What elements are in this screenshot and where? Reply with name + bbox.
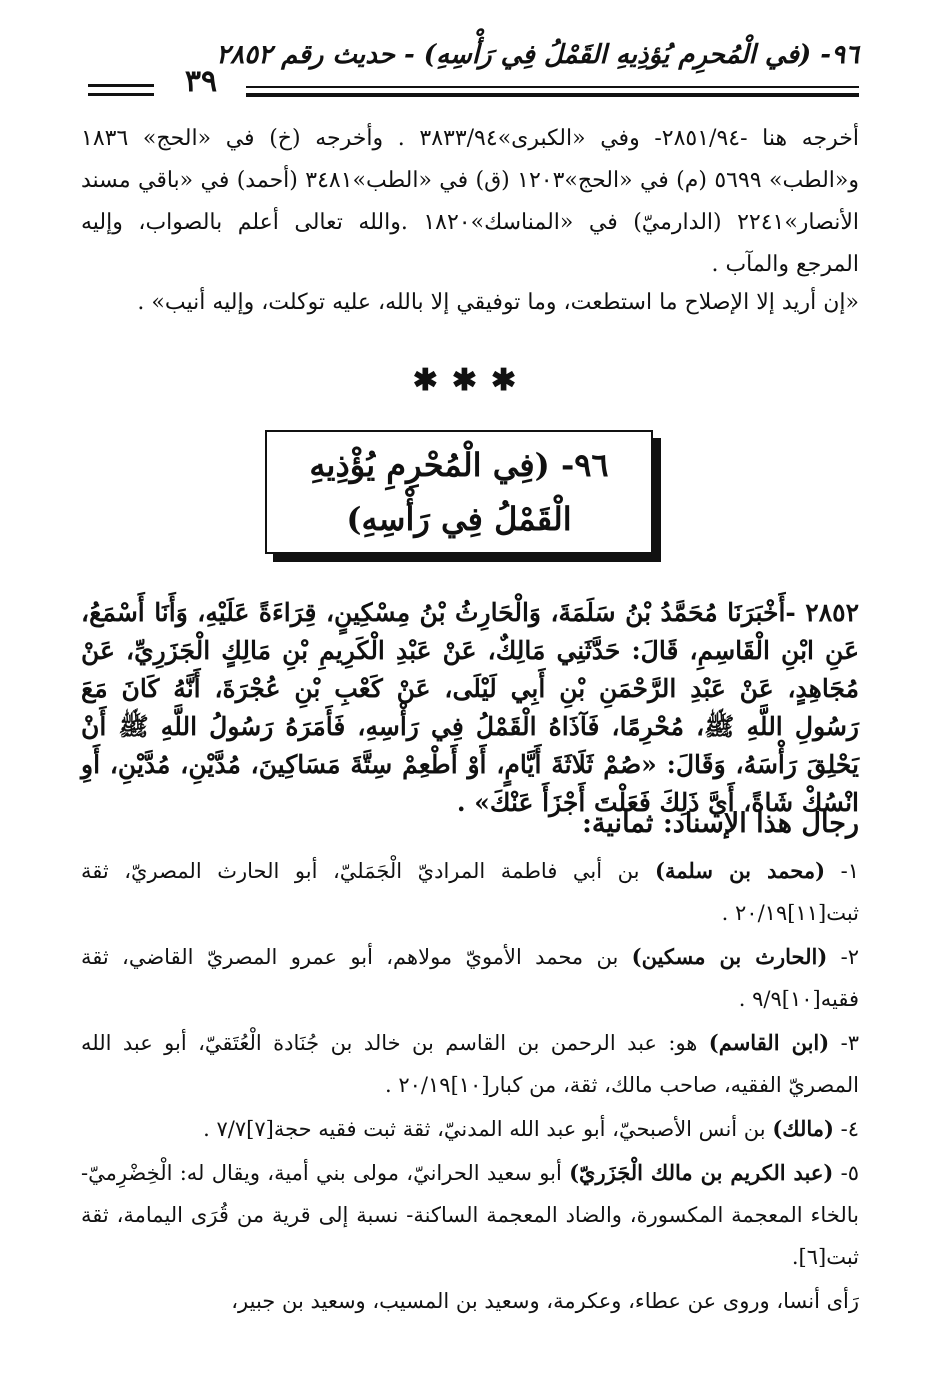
- narrator-description: بن أبي فاطمة المراديّ الْجَمَليّ، أبو الحارث المصريّ، ثقة ثبت[١١]٢٠/١٩ .: [81, 859, 859, 925]
- page-number-rule-thick: [88, 93, 154, 96]
- narrator-name: (مالك): [772, 1116, 834, 1141]
- narrator-description: رَأى أنسا، وروى عن عطاء، وعكرمة، وسعيد بن المسيب، وسعيد بن جبير،: [231, 1289, 859, 1313]
- hadith-text: ٢٨٥٢ -أَخْبَرَنَا مُحَمَّدُ بْنُ سَلَمَةَ، وَالْحَارِثُ بْنُ مِسْكِينٍ، قِرَاءَةً عَلَيْهِ، وَأَنَا أَسْمَعُ، عَنِ ابْنِ الْقَاسِمِ، قَالَ: حَدَّثَنِي مَالِكٌ، عَنْ عَبْدِ الْكَرِيمِ بْنِ مَالِكٍ الْجَزَرِيِّ، عَنْ مُجَاهِدٍ، عَنْ عَبْدِ الرَّحْمَنِ بْنِ أَبِي لَيْلَى، عَنْ كَعْبِ بْنِ عُجْرَةَ، أَنَّهُ كَانَ مَعَ رَسُولِ اللَّهِ ﷺ، مُحْرِمًا، فَآذَاهُ الْقَمْلُ فِي رَأْسِهِ، فَأَمَرَهُ رَسُولُ اللَّهِ ﷺ أَنْ يَحْلِقَ رَأْسَهُ، وَقَالَ: «صُمْ ثَلَاثَةَ أَيَّامٍ، أَوْ أَطْعِمْ سِتَّةَ مَسَاكِينَ، مُدَّيْنِ، مُدَّيْنِ، أَوِ انْسُكْ شَاةً، أَيَّ ذَلِكَ فَعَلْتَ أَجْزَأَ عَنْكَ» .: [81, 598, 859, 817]
- narrator-name: (عبد الكريم بن مالك الْجَزَريّ): [569, 1160, 834, 1185]
- chapter-heading-box: [265, 430, 653, 554]
- narrator-description: بن محمد الأمويّ مولاهم، أبو عمرو المصريّ القاضي، ثقة فقيه[١٠]٩/٩ .: [81, 945, 859, 1011]
- header-rule-thick: [246, 93, 859, 97]
- page-number-rule: [88, 84, 154, 87]
- narrator-number: ٣-: [829, 1031, 859, 1055]
- page-number: ٣٩: [184, 64, 218, 99]
- narrator-entry: [81, 1108, 859, 1150]
- narrator-description: هو: عبد الرحمن بن القاسم بن خالد بن جُنَادة الْعُتَقيّ، أبو عبد الله المصريّ الفقيه، صاحب مالك، ثقة، من كبار[١٠]٢٠/١٩ .: [81, 1031, 859, 1097]
- narrator-entry: [81, 850, 859, 934]
- narrator-name: (الحارث بن مسكين): [631, 944, 828, 969]
- narrator-description: بن أنس الأصبحيّ، أبو عبد الله المدنيّ، ثقة ثبت فقيه حجة[٧]٧/٧ .: [203, 1117, 773, 1141]
- takhrij-paragraph: [81, 118, 859, 286]
- narrator-name: (محمد بن سلمة): [655, 858, 826, 883]
- narrators-list: [81, 850, 859, 1324]
- header-rule: [246, 86, 859, 88]
- running-header-title: ٩٦- (في الْمُحرِم يُؤذِيهِ القَمْلُ فِي رَأْسِهِ) - حديث رقم ٢٨٥٢: [216, 40, 859, 70]
- narrator-continuation: [81, 1280, 859, 1322]
- narrator-number: ٢-: [827, 945, 859, 969]
- closing-quote-text: «إن أريد إلا الإصلاح ما استطعت، وما توفيقي إلا بالله، عليه توكلت، وإليه أنيب» .: [137, 290, 859, 315]
- takhrij-text: أخرجه هنا -٢٨٥١/٩٤- وفي «الكبرى»٣٨٣٣/٩٤ . وأخرجه (خ) في «الحج» ١٨٣٦ و«الطب» ٥٦٩٩ (م) في «الحج»١٢٠٣ (ق) في «الطب»٣٤٨١ (أحمد) في «باقي مسند الأنصار»٢٢٤١ (الدارميّ) في «المناسك»١٨٢٠ .والله تعالى أعلم بالصواب، وإليه المرجع والمآب .: [81, 126, 860, 277]
- section-separator: [0, 363, 943, 398]
- narrator-description: أبو سعيد الحرانيّ، مولى بني أمية، ويقال له: الْخِضْرِميّ- بالخاء المعجمة المكسورة، والضاد المعجمة الساكنة- نسبة إلى قرية من قُرَى اليمامة، ثقة ثبت[٦].: [81, 1161, 859, 1269]
- narrator-number: ٥-: [833, 1161, 859, 1185]
- narrator-number: ٤-: [833, 1117, 859, 1141]
- narrator-entry: [81, 1152, 859, 1278]
- narrator-name: (ابن القاسم): [708, 1030, 830, 1055]
- narrator-entry: [81, 936, 859, 1020]
- closing-quote-paragraph: [81, 282, 859, 324]
- narrators-heading: رجال هذا الإسناد: ثمانية:: [581, 808, 859, 839]
- narrator-number: ١-: [825, 859, 859, 883]
- separator-stars: ✱✱✱: [412, 363, 531, 398]
- chapter-heading: ٩٦- (فِي الْمُحْرِمِ يُؤْذِيهِ الْقَمْلُ فِي رَأْسِهِ): [309, 446, 609, 538]
- narrator-entry: [81, 1022, 859, 1106]
